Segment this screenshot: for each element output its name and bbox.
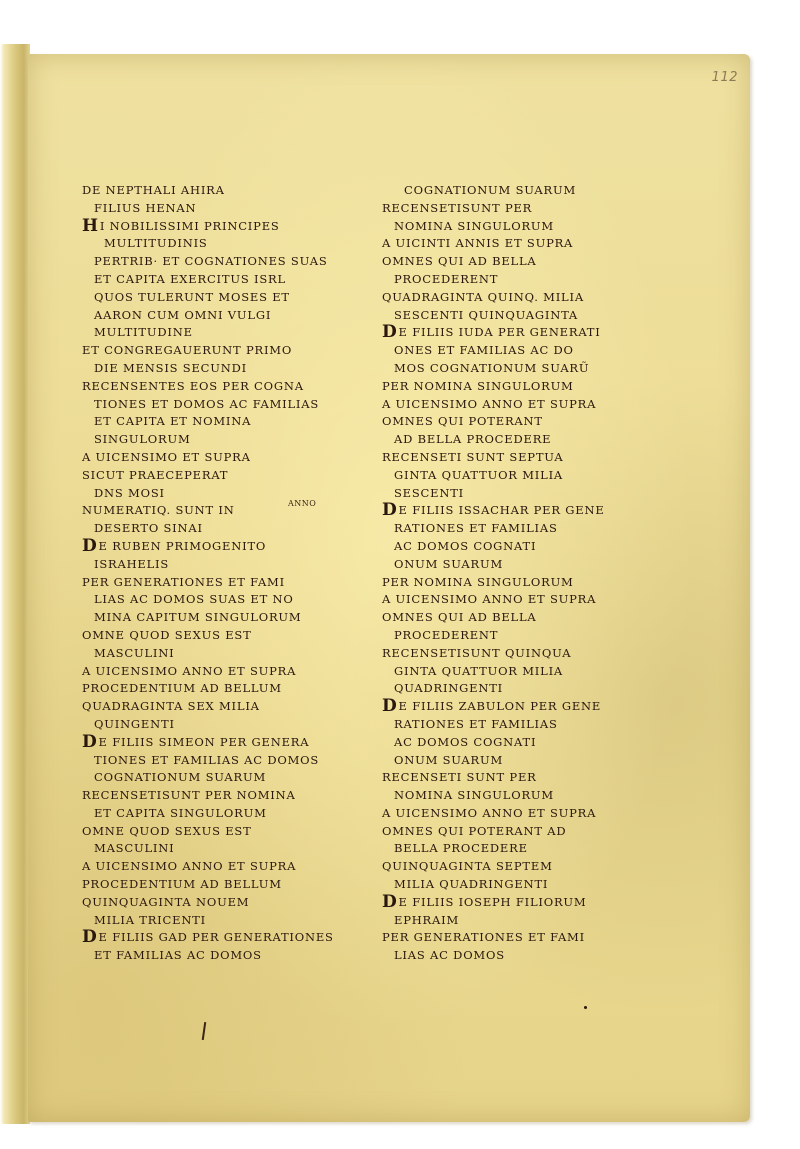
folio-number: 112: [711, 70, 738, 85]
text-line: [82, 215, 334, 236]
text-line: PERTRIB· ET COGNATIONES SUAS: [94, 254, 328, 269]
text-line: RATIONES ET FAMILIAS: [394, 716, 558, 731]
initial-letter: D: [82, 535, 98, 556]
text-line: LIAS AC DOMOS SUAS ET NO: [94, 592, 294, 607]
text-line: LIAS AC DOMOS: [394, 948, 505, 963]
text-line: AD BELLA PROCEDERE: [394, 432, 552, 447]
text-line: MOS COGNATIONUM SUARŨ: [394, 360, 590, 375]
initial-letter: D: [82, 927, 98, 948]
text-line: NOMINA SINGULORUM: [394, 788, 554, 803]
text-line: MASCULINI: [94, 645, 175, 660]
text-line: QUADRAGINTA SEX MILIA: [82, 699, 260, 714]
line-text: E RUBEN PRIMOGENITO: [98, 538, 267, 553]
text-line: MASCULINI: [94, 841, 175, 856]
ink-stroke: [202, 1022, 206, 1040]
text-line: TIONES ET DOMOS AC FAMILIAS: [94, 396, 320, 411]
line-text: E FILIIS IOSEPH FILIORUM: [398, 894, 587, 909]
initial-letter: D: [382, 500, 398, 521]
marginal-gloss: ANNO: [288, 499, 317, 508]
text-line: RECENSETISUNT QUINQUA: [382, 645, 572, 660]
text-line: DESERTO SINAI: [94, 521, 203, 536]
line-text: E FILIIS GAD PER GENERATIONES: [98, 930, 334, 945]
text-line: PROCEDERENT: [394, 627, 499, 642]
text-line: PROCEDENTIUM AD BELLUM: [82, 877, 282, 892]
text-line: OMNES QUI POTERANT AD: [382, 823, 567, 838]
text-line: ISRAHELIS: [94, 556, 170, 571]
text-line: A UICINTI ANNIS ET SUPRA: [382, 236, 574, 251]
text-line: MULTITUDINE: [94, 325, 193, 340]
line-text: I NOBILISSIMI PRINCIPES: [99, 218, 280, 233]
text-line: RECENSETISUNT PER NOMINA: [82, 788, 296, 803]
text-line: PER GENERATIONES ET FAMI: [382, 930, 585, 945]
text-line: RECENSETI SUNT SEPTUA: [382, 449, 564, 464]
right-text-column: [382, 182, 605, 965]
text-line: ET CONGREGAUERUNT PRIMO: [82, 343, 293, 358]
text-line: TIONES ET FAMILIAS AC DOMOS: [94, 752, 320, 767]
text-line: [382, 502, 605, 520]
text-line: AARON CUM OMNI VULGI: [94, 307, 272, 322]
text-line: QUADRINGENTI: [394, 681, 504, 696]
text-line: GINTA QUATTUOR MILIA: [394, 663, 564, 678]
left-text-column: [82, 182, 334, 965]
book-spine: [0, 44, 30, 1124]
initial-letter: H: [82, 215, 99, 236]
initial-letter: D: [382, 322, 398, 343]
text-line: A UICENSIMO ANNO ET SUPRA: [82, 859, 297, 874]
text-line: SESCENTI: [394, 485, 465, 500]
text-line: OMNES QUI AD BELLA: [382, 254, 537, 269]
text-line: PER GENERATIONES ET FAMI: [82, 574, 285, 589]
text-line: MILIA TRICENTI: [94, 912, 206, 927]
text-line: DE NEPTHALI AHIRA: [82, 183, 225, 197]
text-line: QUINQUAGINTA SEPTEM: [382, 859, 553, 874]
line-text: E FILIIS IUDA PER GENERATI: [398, 325, 601, 340]
text-line: ET CAPITA SINGULORUM: [94, 805, 267, 820]
text-line: SESCENTI QUINQUAGINTA: [394, 307, 579, 322]
text-line: RECENSETISUNT PER: [382, 200, 533, 215]
text-line: DNS MOSI: [94, 485, 165, 500]
text-line: [382, 324, 605, 342]
text-line: OMNE QUOD SEXUS EST: [82, 627, 252, 642]
text-line: A UICENSIMO ANNO ET SUPRA: [382, 805, 597, 820]
text-line: AC DOMOS COGNATI: [394, 734, 537, 749]
text-line: RATIONES ET FAMILIAS: [394, 521, 558, 536]
text-line: A UICENSIMO ET SUPRA: [82, 449, 251, 464]
line-text: E FILIIS SIMEON PER GENERA: [98, 734, 310, 749]
text-line: BELLA PROCEDERE: [394, 841, 528, 856]
text-line: COGNATIONUM SUARUM: [94, 770, 267, 785]
text-line: OMNES QUI POTERANT: [382, 414, 543, 429]
text-line: DIE MENSIS SECUNDI: [94, 360, 247, 375]
text-line: NUMERATIQ. SUNT IN: [82, 503, 235, 518]
initial-letter: D: [382, 696, 398, 717]
text-line: NOMINA SINGULORUM: [394, 218, 554, 233]
text-line: QUADRAGINTA QUINQ. MILIA: [382, 289, 584, 304]
text-line: [382, 698, 605, 716]
text-line: COGNATIONUM SUARUM: [404, 183, 577, 197]
text-line: QUINQUAGINTA NOUEM: [82, 894, 250, 909]
text-line: FILIUS HENAN: [94, 200, 197, 215]
text-line: A UICENSIMO ANNO ET SUPRA: [382, 396, 597, 411]
text-line: AC DOMOS COGNATI: [394, 538, 537, 553]
text-line: MINA CAPITUM SINGULORUM: [94, 610, 302, 625]
text-line: PROCEDERENT: [394, 271, 499, 286]
text-line: MILIA QUADRINGENTI: [394, 877, 549, 892]
text-line: QUOS TULERUNT MOSES ET: [94, 289, 290, 304]
text-line: SINGULORUM: [94, 432, 191, 447]
text-line: [382, 891, 605, 912]
text-line: A UICENSIMO ANNO ET SUPRA: [382, 592, 597, 607]
text-line: OMNES QUI AD BELLA: [382, 610, 537, 625]
text-line: OMNE QUOD SEXUS EST: [82, 823, 252, 838]
text-line: RECENSENTES EOS PER COGNA: [82, 378, 304, 393]
line-text: E FILIIS ZABULON PER GENE: [398, 699, 602, 714]
initial-letter: D: [82, 731, 98, 752]
text-line: ONUM SUARUM: [394, 556, 504, 571]
text-line: ET FAMILIAS AC DOMOS: [94, 948, 262, 963]
text-line: SICUT PRAECEPERAT: [82, 467, 229, 482]
text-line: A UICENSIMO ANNO ET SUPRA: [82, 663, 297, 678]
text-line: GINTA QUATTUOR MILIA: [394, 467, 564, 482]
initial-letter: D: [382, 891, 398, 912]
text-line: ET CAPITA ET NOMINA: [94, 414, 252, 429]
text-line: QUINGENTI: [94, 716, 175, 731]
text-line: ONES ET FAMILIAS AC DO: [394, 343, 574, 358]
text-line: PER NOMINA SINGULORUM: [382, 378, 574, 393]
text-line: ONUM SUARUM: [394, 752, 504, 767]
line-text: E FILIIS ISSACHAR PER GENE: [398, 503, 605, 518]
text-line: RECENSETI SUNT PER: [382, 770, 537, 785]
text-line: [82, 929, 334, 947]
manuscript-page: [28, 54, 750, 1122]
text-line: [82, 535, 334, 556]
text-line: MULTITUDINIS: [104, 236, 208, 251]
text-line: [82, 731, 334, 752]
text-line: EPHRAIM: [394, 912, 460, 927]
text-line: ET CAPITA EXERCITUS ISRL: [94, 271, 286, 286]
text-line: PROCEDENTIUM AD BELLUM: [82, 681, 282, 696]
ink-dot: [584, 1006, 587, 1009]
text-line: PER NOMINA SINGULORUM: [382, 574, 574, 589]
